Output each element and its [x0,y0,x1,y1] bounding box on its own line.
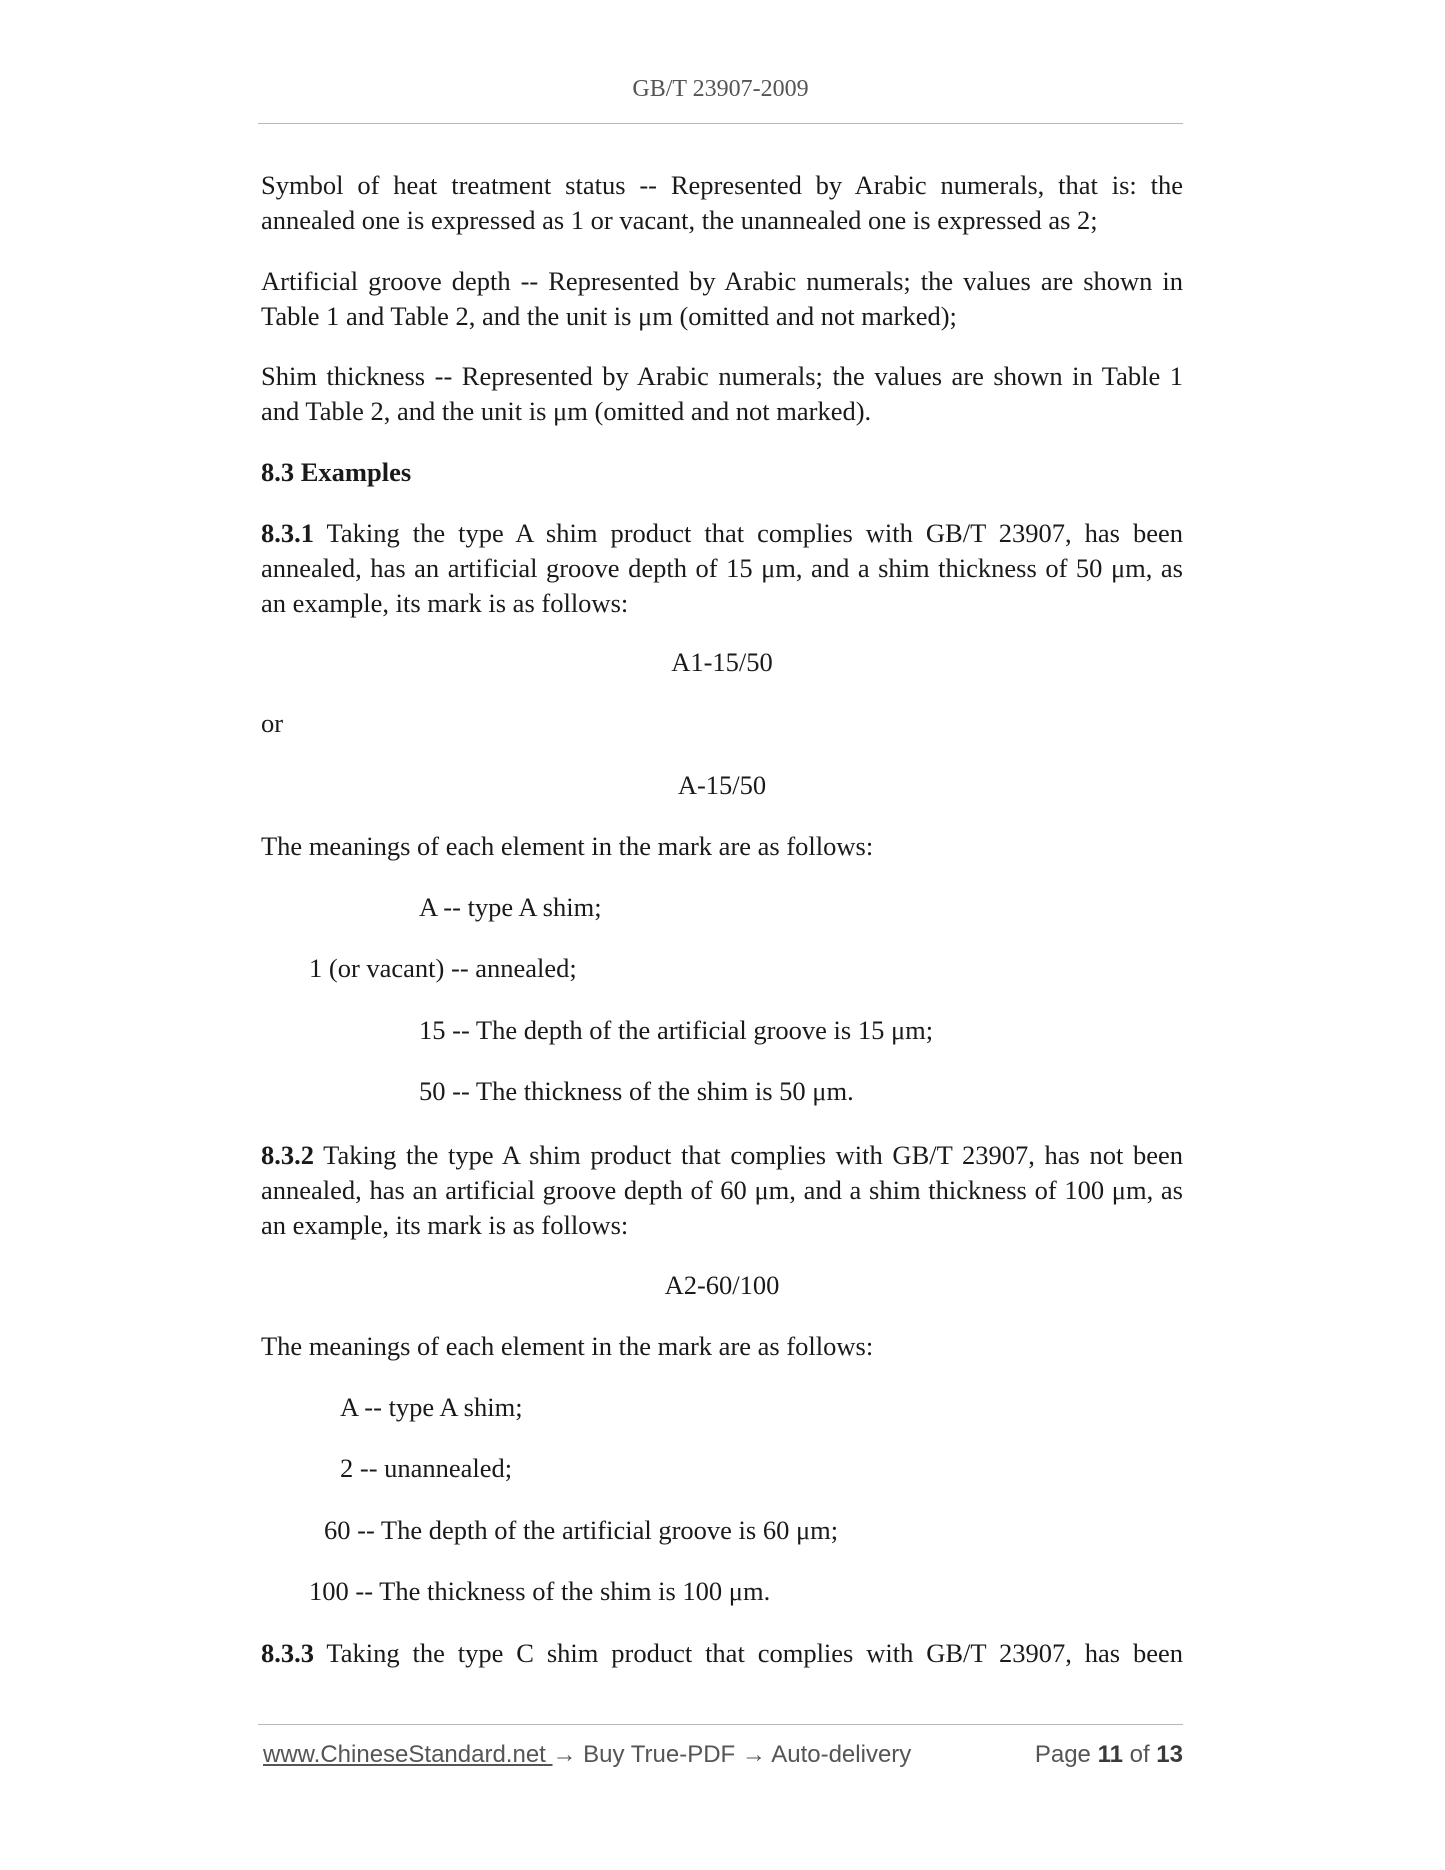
mark-example: A1-15/50 [671,647,773,677]
clause-text: Taking the type A shim product that complies with GB/T 23907, has not been annealed, has an artificial groove depth of 60 μm, and a shim thickness of 100 μm, as an example, its mark is as follows: [261,1140,1183,1240]
page-indicator [1035,1741,1183,1769]
or-text: or [261,708,284,738]
mark-example: A2-60/100 [664,1270,780,1300]
arrow-right-icon: → [552,1741,577,1768]
clause-text: Taking the type A shim product that complies with GB/T 23907, has been annealed, has an artificial groove depth of 15 μm, and a shim thickness of 50 μm, as an example, its mark is as follows: [261,518,1183,618]
paragraph-heat-treatment: Symbol of heat treatment status -- Represented by Arabic numerals, that is: the annealed one is expressed as 1 or vacant, the unannealed one is expressed as 2; [261,170,1183,235]
page-label: Page [1034,1741,1098,1768]
arrow-right-icon: → [741,1741,766,1768]
clause-number: 8.3.1 [261,518,314,548]
clause-number: 8.3.3 [261,1638,314,1668]
section-heading [261,455,1183,490]
meaning-item: 60 -- The depth of the artificial groove is 60 μm; [324,1515,839,1545]
site-link[interactable]: www.ChineseStandard.net [263,1741,553,1768]
meaning-item: 2 -- unannealed; [340,1453,513,1483]
page-current: 11 [1097,1741,1123,1768]
meanings-intro: The meanings of each element in the mark are as follows: [261,1331,874,1361]
footer-divider [258,1724,1183,1725]
clause-number: 8.3.2 [261,1140,314,1170]
paragraph-groove-depth: Artificial groove depth -- Represented by Arabic numerals; the values are shown in Table 1 and Table 2, and the unit is μm (omitted and not marked); [261,266,1183,331]
meaning-item: 50 -- The thickness of the shim is 50 μm. [419,1076,854,1106]
page-total: 13 [1156,1741,1183,1768]
example-8-3-3 [261,1636,1183,1671]
meaning-item: 1 (or vacant) -- annealed; [309,953,577,983]
footer [263,1741,1183,1775]
paragraph-shim-thickness: Shim thickness -- Represented by Arabic numerals; the values are shown in Table 1 and Table 2, and the unit is μm (omitted and not marked). [261,361,1183,426]
meaning-item: 100 -- The thickness of the shim is 100 μm. [309,1576,771,1606]
page-of: of [1122,1741,1157,1768]
meanings-intro: The meanings of each element in the mark are as follows: [261,831,874,861]
header-divider [258,123,1183,124]
meaning-item: A -- type A shim; [419,892,602,922]
example-8-3-2 [261,1138,1183,1243]
delivery-text: Auto-delivery [765,1741,912,1768]
meaning-item: 15 -- The depth of the artificial groove is 15 μm; [419,1015,934,1045]
example-8-3-1 [261,516,1183,621]
meaning-item: A -- type A shim; [340,1392,523,1422]
mark-example: A-15/50 [677,770,767,800]
buy-text: Buy True-PDF [576,1741,742,1768]
section-heading-text: 8.3 Examples [261,457,412,487]
clause-text: Taking the type C shim product that complies with GB/T 23907, has been [314,1638,1183,1668]
document-header: GB/T 23907-2009 [632,76,809,102]
